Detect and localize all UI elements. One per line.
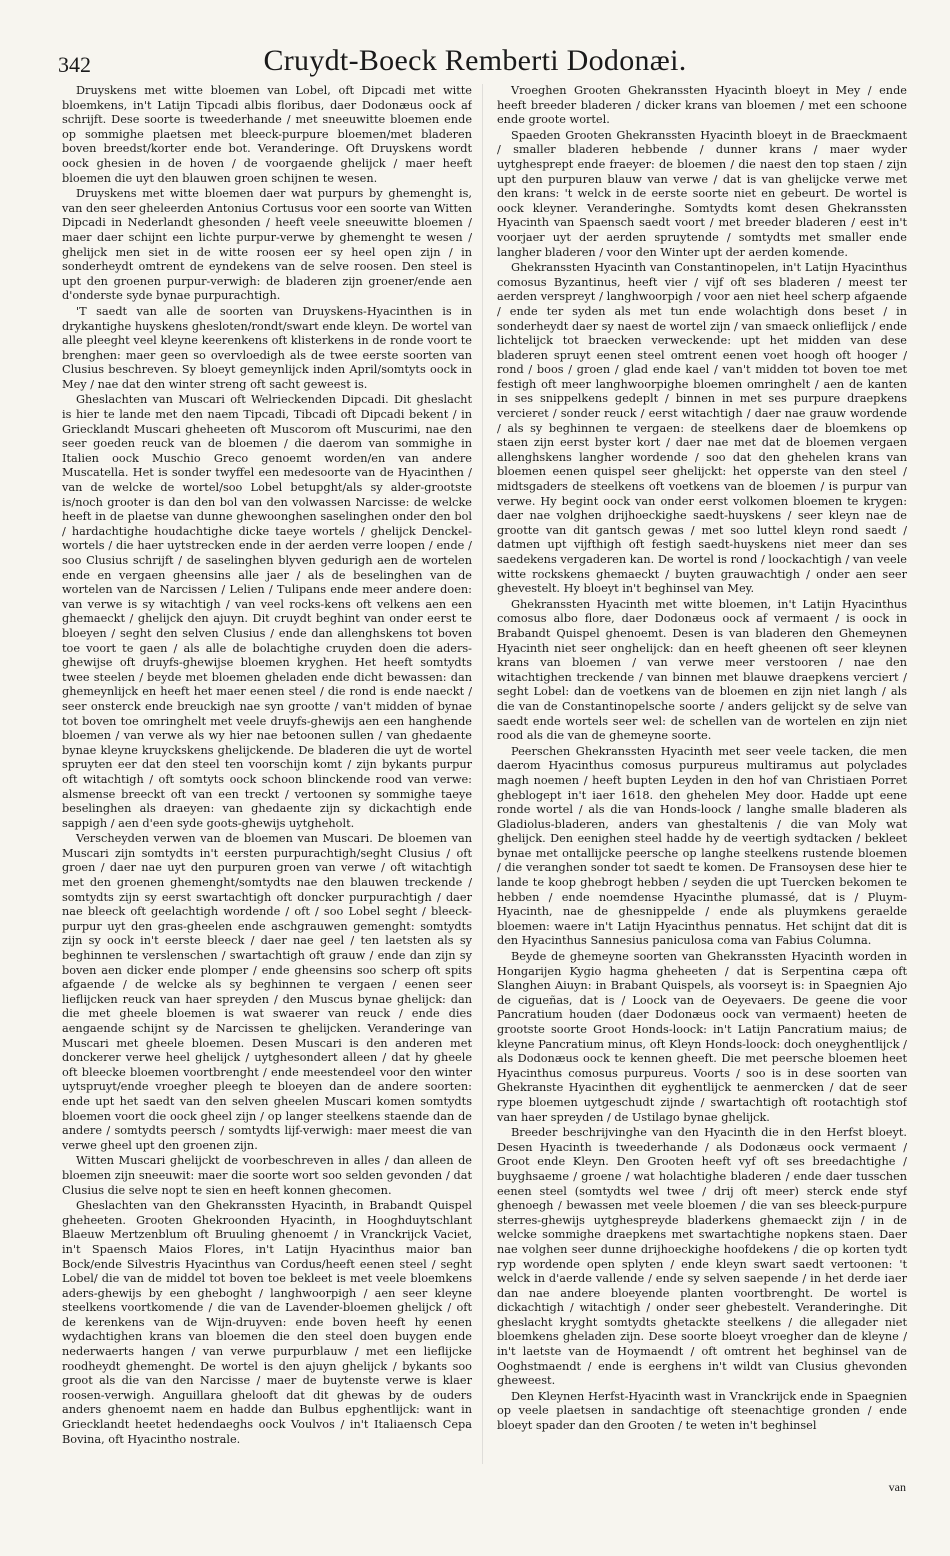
paragraph: Breeder beschrijvinghe van den Hyacinth die in den Herfst bloeyt. Desen Hyacinth is tweederhande / als Dodonæus oock vermaent / Groot ende Kleyn. Den Grooten heeft vyf oft ses breedachtighe / buyghsaeme / groene / wat holachtighe bladeren / ende daer tusschen eenen steel (somtydts wel twee / drij oft meer) sterck ende styf ghenoegh / bewassen met veele bloemen / die van ses bleeck-purpure sterres-ghewijs uytghespreyde bladerkens ghemaeckt zijn / in de welcke sommighe draepkens met swartachtighe nopkens staen. Daer nae volghen seer dunne drijhoeckighe hoofdekens / die op korten tydt ryp wordende open splyten / ende kleyn swart saedt vertoonen: 't welck in d'aerde vallende / ende sy selven saepende / in het derde iaer dan nae andere bloeyende planten voortbrenght. De wortel is dickachtigh / witachtigh / onder seer ghebestelt. Veranderinghe. Dit gheslacht kryght somtydts ghetackte steelkens / die allegader niet bloemkens gheladen zijn. Dese soorte bloeyt vroegher dan de kleyne / in't laetste van de Hoymaendt / oft omtrent het beghinsel van de Ooghstmaendt / ende is eerghens in't wildt van Clusius ghevonden gheweest.	[497, 1126, 907, 1388]
catchword: van	[888, 1480, 906, 1494]
paragraph: Peerschen Ghekranssten Hyacinth met seer veele tacken, die men daerom Hyacinthus comosus purpureus multiramus aut polyclades magh noemen / heeft bupten Leyden in den hof van Christiaen Porret gheblogept in't iaer 1618. den ghehelen Mey door. Hadde upt eene ronde wortel / als die van Honds-loock / langhe smalle bladeren als Gladiolus-bladeren, anders van ghestaltenis / die van Moly wat ghelijck. Den eenighen steel hadde hy de veertigh sydtacken / bekleet bynae met ontallijcke peersche op langhe steelkens rustende bloemen / die veranghen sonder tot saedt te komen. De Fransoysen dese hier te lande te koop ghebrogt hebben / seyden die upt Tuercken bekomen te hebben / ende noemdense Hyacinthe plumassé, dat is / Pluym-Hyacinth, nae de ghesnippelde / ende als pluymkens geraelde bloemen: waere in't Latijn Hyacinthus pennatus. Het schijnt dat dit is den Hyacinthus Sannesius paniculosa coma van Fabius Columna.	[497, 744, 907, 948]
paragraph: Druyskens met witte bloemen daer wat purpurs by ghemenght is, van den seer gheleerden Antonius Cortusus voor een soorte van Witten Dipcadi in Nederlandt ghesonden / heeft veele sneeuwitte bloemen / maer daer schijnt een lichte purpur-verwe by ghemenght te wesen / ghelijck men siet in de witte roosen eer sy heel open zijn / in sonderheydt omtrent de eyndekens van de selve roosen. Den steel is upt den groenen purpur-verwigh: de bladeren zijn groener/ende aen d'onderste syde bynae purpurachtigh.	[62, 187, 472, 303]
right-column	[497, 84, 907, 1474]
paragraph: Gheslachten van den Ghekranssten Hyacinth, in Brabandt Quispel gheheeten. Grooten Ghekroonden Hyacinth, in Hooghduytschlant Blaeuw Mertzenblum oft Bruuling ghenoemt / in Vranckrijck Vaciet, in't Spaensch Maios Flores, in't Latijn Hyacinthus maior ban Bock/ende Silvestris Hyacinthus van Cordus/heeft eenen steel / seght Lobel/ die van de middel tot boven toe bekleet is met veele bloemkens aders-ghewijs by een gheboght / langhwoorpigh / aen seer kleyne steelkens voortkomende / die van de Lavender-bloemen ghelijck / oft de kerenkens van de Wijn-druyven: ende boven heeft hy eenen wydachtighen krans van bloemen die den steel doen buygen ende nederwaerts hangen / van verwe purpurblauw / met een lieflijcke roodheydt ghemenght. De wortel is den ajuyn ghelijck / bykants soo groot als die van den Narcisse / maer de buytenste verwe is klaer roosen-verwigh. Anguillara ghelooft dat dit ghewas by de ouders anders ghenoemt naem en hadde dan Bulbus epghentlijck: want in Griecklandt heetet hedendaeghs oock Voulvos / in't Italiaensch Cepa Bovina, oft Hyacintho nostrale.	[62, 1199, 472, 1446]
paragraph: Spaeden Grooten Ghekranssten Hyacinth bloeyt in de Braeckmaent / smaller bladeren hebbende / dunner krans / maer wyder uytghesprept ende fraeyer: de bloemen / die naest den top staen / zijn upt den purpuren blauw van verwe / dat is van ghelijcke verwe met den krans: 't welck in de eerste soorte niet en gebeurt. De wortel is oock kleyner. Veranderinghe. Somtydts komt desen Ghekranssten Hyacinth van Spaensch saedt voort / met breeder bladeren / eest in't voorjaer uyt der aerden spruytende / somtydts met smaller ende langher bladeren / voor den Winter upt der aerden komende.	[497, 128, 907, 259]
paragraph: Ghekranssten Hyacinth met witte bloemen, in't Latijn Hyacinthus comosus albo flore, daer Dodonæus oock af vermaent / is oock in Brabandt Quispel ghenoemt. Desen is van bladeren den Ghemeynen Hyacinth niet seer onghelijck: dan en heeft gheenen oft seer kleynen krans van bloemen / van verwe meer verstooren / nae den witachtighen treckende / van binnen met blauwe draepkens verciert / seght Lobel: dan de voetkens van de bloemen en zijn niet langh / als die van de Constantinopelsche soorte / anders gelijckt sy de selve van saedt ende wortels seer wel: de schellen van de wortelen en zijn niet rood als die van de ghemeyne soorte.	[497, 597, 907, 743]
paragraph: Den Kleynen Herfst-Hyacinth wast in Vranckrijck ende in Spaegnien op veele plaetsen in sandachtige oft steenachtige gronden / ende bloeyt spader dan den Grooten / te weten in't beghinsel	[497, 1389, 907, 1433]
running-title: Cruydt-Boeck Remberti Dodonæi.	[263, 44, 687, 77]
paragraph: Vroeghen Grooten Ghekranssten Hyacinth bloeyt in Mey / ende heeft breeder bladeren / dicker krans van bloemen / met een schoone ende groote wortel.	[497, 84, 907, 127]
paragraph: Beyde de ghemeyne soorten van Ghekranssten Hyacinth worden in Hongarijen Kygio hagma gheheeten / dat is Serpentina cæpa oft Slanghen Aiuyn: in Brabant Quispels, als voorseyt is: in Spaegnien Ajo de cigueñas, dat is / Loock van de Oeyevaers. De geene die voor Pancratium houden (daer Dodonæus oock van vermaent) heeten de grootste soorte Groot Honds-loock: in't Latijn Pancratium maius; de kleyne Pancratium minus, oft Kleyn Honds-loock: doch oneyghentlijck / als Dodonæus oock te kennen gheeft. Die met peersche bloemen heet Hyacinthus comosus purpureus. Voorts / soo is in dese soorten van Ghekranste Hyacinthen dit eyghentlijck te aenmercken / dat de seer rype bloemen uytgeschudt zijnde / swartachtigh oft rootachtigh stof van haer spreyden / de Ustilago bynae ghelijck.	[497, 950, 907, 1124]
paragraph: Verscheyden verwen van de bloemen van Muscari. De bloemen van Muscari zijn somtydts in't eersten purpurachtigh/seght Clusius / oft groen / daer nae uyt den purpuren groen van verwe / oft witachtigh met den groenen ghemenght/somtydts nae den blauwen treckende / somtydts zijn sy eerst swartachtigh oft doncker purpurachtigh / daer nae bleeck oft geelachtigh wordende / oft / soo Lobel seght / bleeck-purpur uyt den gras-gheelen ende aschgrauwen gemenght: somtydts zijn sy oock in't eerste bleeck / daer nae geel / ten laetsten als sy beghinnen te verslenschen / swartachtigh oft grauw / ende dan zijn sy boven aen dicker ende plomper / ende gheensins soo scherp oft spits afgaende / de welcke als sy beghinnen te vergaen / eenen seer lieflijcken reuck van haer spreyden / den Muscus bynae ghelijck: dan die met gheele bloemen is wat swaerer van reuck / ende dies aengaende schijnt sy de Narcissen te ghelijcken. Veranderinge van Muscari met gheele bloemen. Desen Muscari is den anderen met donckerer verwe heel ghelijck / uytghesondert alleen / dat hy gheele oft bleecke bloemen voortbrenght / ende meestendeel voor den winter uytspruyt/ende vroegher pleegh te bloeyen dan de andere soorten: ende upt het saedt van den selven gheelen Muscari komen somtydts bloemen voort die oock gheel zijn / op langer steelkens staende dan de andere / somtydts peersch / somtydts lijf-verwigh: maer meest die van verwe gheel upt den groenen zijn.	[62, 832, 472, 1152]
paragraph: 'T saedt van alle de soorten van Druyskens-Hyacinthen is in drykantighe huyskens ghesloten/rondt/swart ende kleyn. De wortel van alle pleeght veel kleyne keerenkens oft klisterkens in de ronde voort te brenghen: maer geen so overvloedigh als de twee eerste soorten van Clusius beschreven. Sy bloeyt gemeynlijck inden April/somtyts oock in Mey / nae dat den winter streng oft sacht geweest is.	[62, 304, 472, 391]
paragraph: Ghekranssten Hyacinth van Constantinopelen, in't Latijn Hyacinthus comosus Byzantinus, heeft vier / vijf oft ses bladeren / meest ter aerden verspreyt / langhwoorpigh / voor aen niet heel scherp afgaende / ende ter syden als met tun ende wolachtigh dons beset / in sonderheydt daer sy naest de wortel zijn / van smaeck onlieflijck / ende lichtelijck tot braecken verweckende: upt het midden van dese bladeren spruyt eenen steel omtrent eenen voet hoogh oft hooger / rond / boos / groen / glad ende kael / van't midden tot boven toe met festigh oft meer langhwoorpighe bloemen omringhelt / aen de kanten in ses snippelkens gedeplt / binnen in met ses purpure draepkens vercieret / sonder reuck / eerst witachtigh / daer nae grauw wordende / als sy beghinnen te vergaen: de steelkens daer de bloemkens op staen zijn eerst byster kort / daer nae met dat de bloemen vergaen allenghskens langher wordende / soo dat den ghehelen krans van bloemen eenen quispel seer ghelijckt: het opperste van den steel / midtsgaders de steelkens oft voetkens van de bloemen / is purpur van verwe. Hy begint oock van onder eerst volkomen bloemen te krygen: daer nae volghen drijhoeckighe saedt-huyskens / seer kleyn nae de grootte van dit gantsch gewas / met soo luttel kleyn rond saedt / datmen upt vijfthigh oft festigh saedt-huyskens niet meer dan ses saedekens vergaderen kan. De wortel is rond / loockachtigh / van veele witte rockskens ghemaeckt / buyten grauwachtigh / onder aen seer ghevestelt. Hy bloeyt in't beghinsel van Mey.	[497, 261, 907, 596]
column-divider	[482, 84, 483, 1464]
paragraph: Witten Muscari ghelijckt de voorbeschreven in alles / dan alleen de bloemen zijn sneeuwit: maer die soorte wort soo selden gevonden / dat Clusius die selve nopt te sien en heeft konnen ghecomen.	[62, 1154, 472, 1197]
page-number: 342	[58, 52, 91, 77]
left-column	[62, 84, 472, 1474]
paragraph: Druyskens met witte bloemen van Lobel, oft Dipcadi met witte bloemkens, in't Latijn Tipcadi albis floribus, daer Dodonæus oock af schrijft. Dese soorte is tweederhande / met sneeuwitte bloemen ende op sommighe plaetsen met bleeck-purpure bloemen/met bladeren boven breedst/korter ende bot. Veranderinge. Oft Druyskens wordt oock ghesien in de hoven / de voorgaende ghelijck / maer heeft bloemen die uyt den blauwen groen schijnen te wesen.	[62, 84, 472, 185]
paragraph: Gheslachten van Muscari oft Welrieckenden Dipcadi. Dit gheslacht is hier te lande met den naem Tipcadi, Tibcadi oft Dipcadi bekent / in Griecklandt Muscari gheheeten oft Muscorom oft Muscurimi, nae den seer goeden reuck van de bloemen / die daerom van sommighe in Italien oock Muschio Greco genoemt worden/en van andere Muscatella. Het is sonder twyffel een medesoorte van de Hyacinthen / van de welcke de wortel/soo Lobel betupght/als sy alder-grootste is/noch grooter is dan den bol van den volwassen Narcisse: de welcke heeft in de plaetse van dunne ghewoonghen saselinghen onder den bol / hardachtighe houdachtighe dicke taeye wortels / ghelijck Denckel-wortels / die haer uytstrecken ende in der aerden verre loopen / ende / soo Clusius schrijft / de saselinghen blyven gedurigh aen de wortelen ende en vergaen gheensins alle jaer / als de beselinghen van de wortelen van de Narcissen / Lelien / Tulipans ende meer andere doen: van verwe is sy witachtigh / van veel rocks-kens oft velkens aen een ghemaeckt / ghelijck den ajuyn. Dit cruydt beghint van onder eerst te bloeyen / seght den selven Clusius / ende dan allenghskens tot boven toe voort te gaen / als alle de bolachtighe cruyden doen die aders-ghewijse oft druyfs-ghewijse bloemen kryghen. Het heeft somtydts twee steelen / beyde met bloemen gheladen ende dicht bewassen: dan ghemeynlijck en heeft het maer eenen steel / die rond is ende naeckt / seer onsterck ende breuckigh nae syn grootte / van't midden of bynae tot boven toe omringhelt met veele druyfs-ghewijs aen een hanghende bloemen / van verwe als wy hier nae betoonen sullen / van ghedaente bynae kleyne kruyckskens ghelijckende. De bladeren die uyt de wortel spruyten eer dat den steel ten voorschijn komt / zijn bykants purpur oft witachtigh / oft somtyts oock schoon blinckende rood van verwe: alsmense breeckt oft van een treckt / vertoonen sy sommighe taeye beselinghen als draeyen: van ghedaente zijn sy dickachtigh ende sappigh / aen d'een syde goots-ghewijs uytgheholt.	[62, 393, 472, 830]
